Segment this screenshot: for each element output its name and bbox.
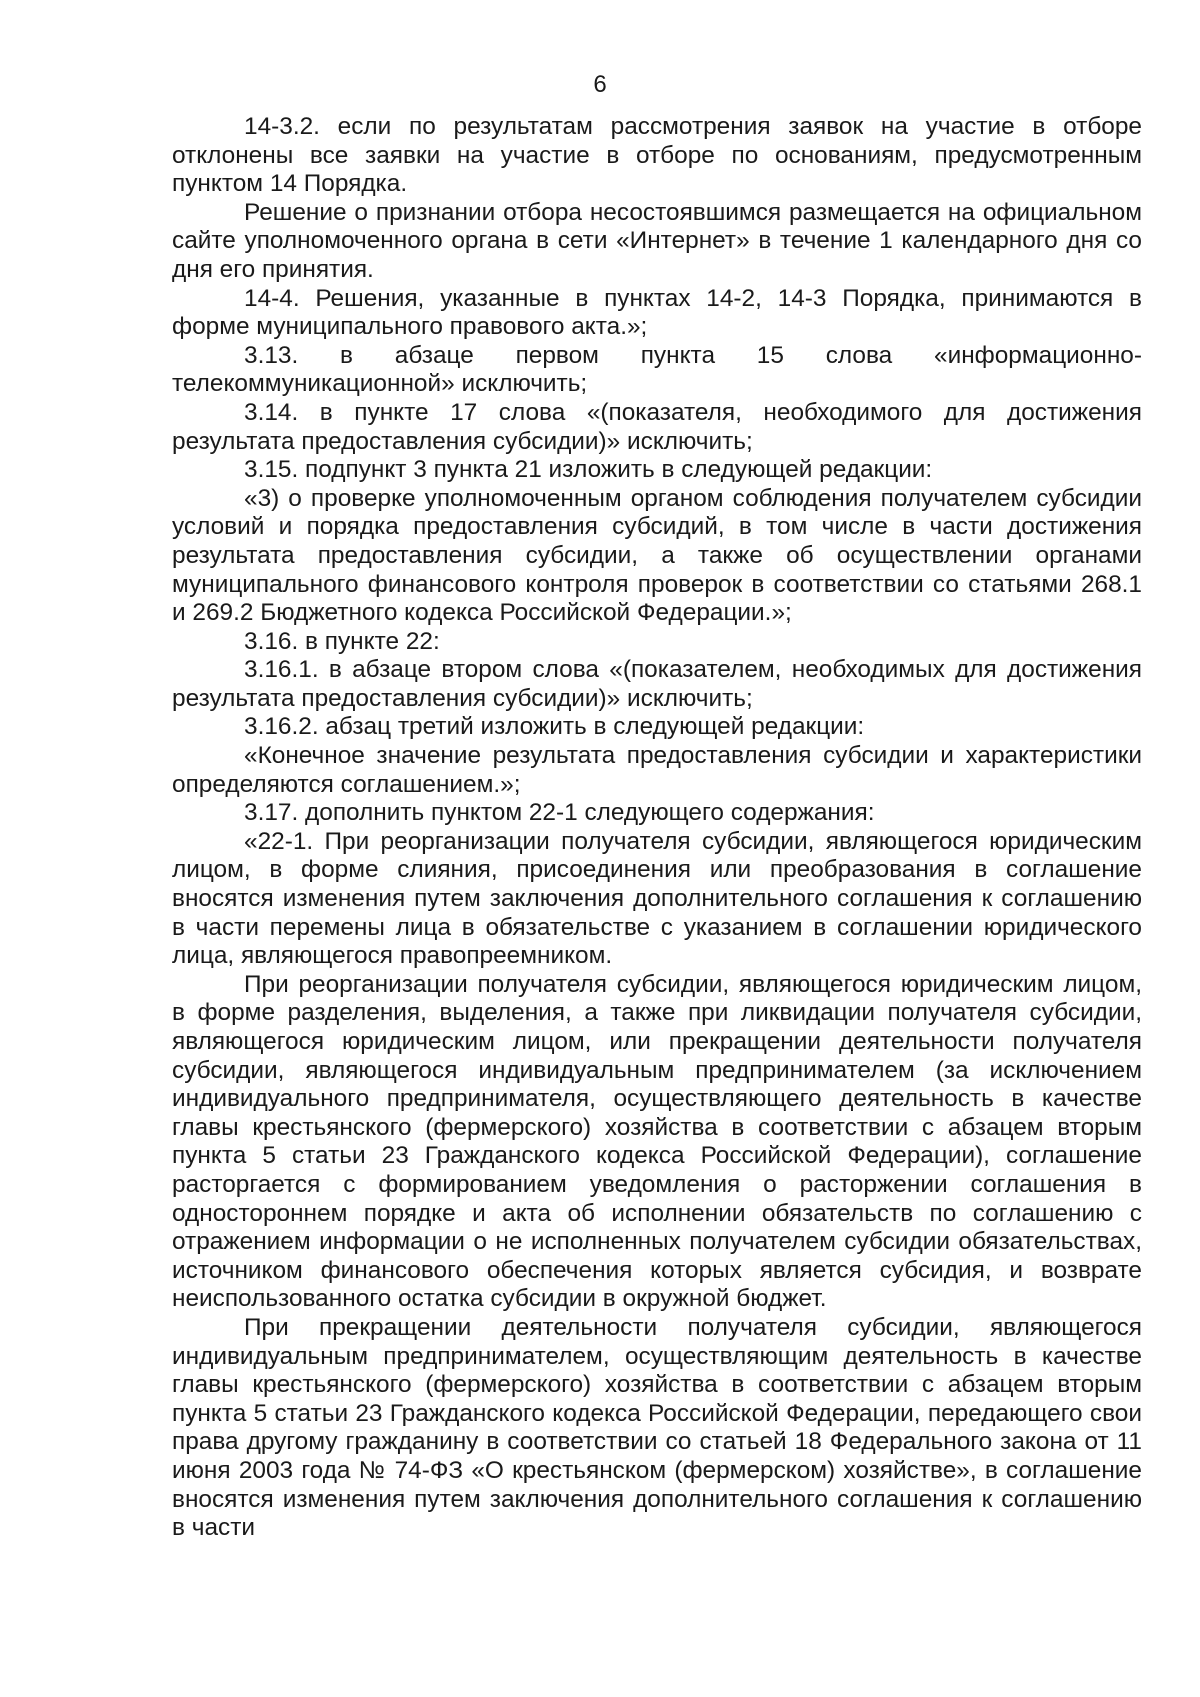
page-number: 6 [593,71,607,98]
paragraph-14-4: 14-4. Решения, указанные в пунктах 14-2, 14-3 Порядка, принимаются в форме муниципального правового акта.»; [172,284,1142,341]
paragraph-termination-farm: При прекращении деятельности получателя субсидии, являющегося индивидуальным предпринимателем, осуществляющим деятельность в качестве главы крестьянского (фермерского) хозяйства в соответствии с абзацем вторым пункта 5 статьи 23 Гражданского кодекса Российской Федерации, передающего свои права другому гражданину в соответствии со статьей 18 Федерального закона от 11 июня 2003 года № 74-ФЗ «О крестьянском (фермерском) хозяйстве», в соглашение вносятся изменения путем заключения дополнительного соглашения к соглашению в части [172,1313,1142,1542]
paragraph-14-3-2: 14-3.2. если по результатам рассмотрения заявок на участие в отборе отклонены все заявки на участие в отборе по основаниям, предусмотренным пунктом 14 Порядка. [172,113,1142,198]
paragraph-3-16-1: 3.16.1. в абзаце втором слова «(показателем, необходимых для достижения результата предоставления субсидии)» исключить; [172,656,1142,712]
paragraph-3-17: 3.17. дополнить пунктом 22-1 следующего содержания: [244,799,875,827]
paragraph-reorganization-separation: При реорганизации получателя субсидии, являющегося юридическим лицом, в форме разделения, выделения, а также при ликвидации получателя субсидии, являющегося юридическим лицом, или прекращении деятельности получателя субсидии, являющегося индивидуальным предпринимателем (за исключением индивидуального предпринимателя, осуществляющего деятельность в качестве главы крестьянского (фермерского) хозяйства в соответствии с абзацем вторым пункта 5 статьи 23 Гражданского кодекса Российской Федерации), соглашение расторгается с формированием уведомления о расторжении соглашения в одностороннем порядке и акта об исполнении обязательств по соглашению с отражением информации о не исполненных получателем субсидии обязательствах, источником финансового обеспечения которых является субсидия, и возврате неиспользованного остатка субсидии в окружной бюджет. [172,970,1142,1313]
paragraph-3-14: 3.14. в пункте 17 слова «(показателя, необходимого для достижения результата предоставления субсидии)» исключить; [172,398,1142,455]
paragraph-3-16-2: 3.16.2. абзац третий изложить в следующей редакции: [244,713,865,741]
paragraph-decision-publication: Решение о признании отбора несостоявшимся размещается на официальном сайте уполномоченного органа в сети «Интернет» в течение 1 календарного дня со дня его принятия. [172,198,1142,283]
paragraph-3-15: 3.15. подпункт 3 пункта 21 изложить в следующей редакции: [244,456,933,484]
paragraph-3-16: 3.16. в пункте 22: [244,627,440,655]
paragraph-22-1: «22-1. При реорганизации получателя субсидии, являющегося юридическим лицом, в форме слияния, присоединения или преобразования в соглашение вносятся изменения путем заключения дополнительного соглашения к соглашению в части перемены лица в обязательстве с указанием в соглашении юридического лица, являющегося правопреемником. [172,827,1142,970]
document-body [172,113,1142,1543]
paragraph-subpoint-3: «3) о проверке уполномоченным органом соблюдения получателем субсидии условий и порядка предоставления субсидий, в том числе в части достижения результата предоставления субсидии, а также об осуществлении органами муниципального финансового контроля проверок в соответствии со статьями 268.1 и 269.2 Бюджетного кодекса Российской Федерации.»; [172,484,1142,627]
paragraph-final-value: «Конечное значение результата предоставления субсидии и характеристики определяются соглашением.»; [172,742,1142,798]
paragraph-3-13: 3.13. в абзаце первом пункта 15 слова «информационно-телекоммуникационной» исключить; [172,341,1142,398]
